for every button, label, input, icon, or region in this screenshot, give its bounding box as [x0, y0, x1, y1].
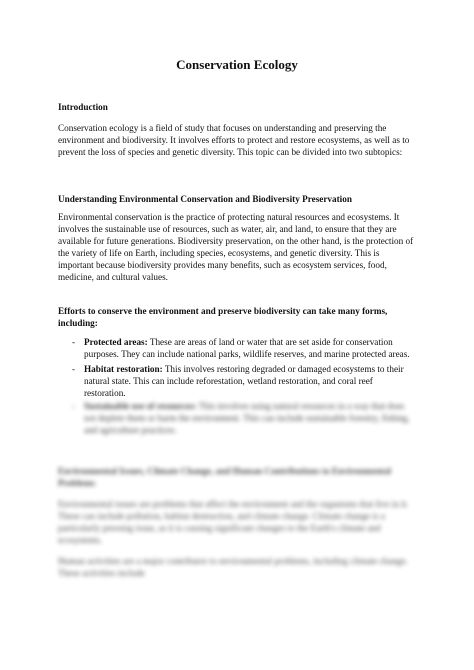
- list-item-text: This involves restoring degraded or damaged ecosystems to their natural state. This can include reforestation, wetland restoration, and coral reef restoration.: [84, 364, 404, 397]
- human-contributions-paragraph: Human activities are a major contributor to environmental problems, including climate change. These activities include: [58, 556, 408, 578]
- efforts-heading: Efforts to conserve the environment and preserve biodiversity can take many forms, including:: [58, 306, 388, 328]
- environmental-issues-section: [58, 465, 416, 579]
- list-item-label: Habitat restoration:: [84, 364, 163, 374]
- environmental-issues-paragraph: Environmental issues are problems that affect the environment and the organisms that live in it. These can include pollution, habitat destruction, and climate change. Climate change is a particularly pressing issue, as it is causing significant changes to the Earth's climate and ecosystems.: [58, 499, 409, 545]
- list-dash: -: [72, 401, 76, 411]
- list-item-label: Protected areas:: [84, 337, 148, 347]
- understanding-section: [58, 193, 416, 283]
- list-item-habitat-restoration: [58, 363, 416, 397]
- list-dash: -: [72, 337, 76, 347]
- intro-heading: Introduction: [58, 102, 108, 112]
- environmental-issues-heading: Environmental Issues, Climate Change, and Human Contributions to Environmental Problems: [58, 466, 392, 488]
- intro-section: [58, 101, 416, 158]
- list-item-text: These are areas of land or water that are set aside for conservation purposes. They can include national parks, wildlife reserves, and marine protected areas.: [84, 337, 410, 359]
- list-item-protected-areas: [58, 336, 416, 360]
- list-dash: -: [72, 364, 76, 374]
- efforts-section: [58, 305, 416, 439]
- intro-paragraph: Conservation ecology is a field of study that focuses on understanding and preserving the environment and biodiversity. It involves efforts to protect and restore ecosystems, as well as to prevent the loss of species and genetic diversity. This topic can be divided into two subtopics:: [58, 123, 410, 157]
- list-item-text: This involves using natural resources in a way that does not deplete them or harm the environment. This can include sustainable forestry, fishing, and agriculture practices.: [84, 401, 410, 435]
- understanding-paragraph: Environmental conservation is the practice of protecting natural resources and ecosystems. It involves the sustainable use of resources, such as water, air, and land, to ensure that they are available for future generations. Biodiversity preservation, on the other hand, is the protection of the variety of life on Earth, including species, ecosystems, and genetic diversity. This is important because biodiversity provides many benefits, such as ecosystem services, food, medicine, and cultural values.: [58, 212, 414, 282]
- document-title: Conservation Ecology: [176, 57, 298, 72]
- efforts-list: [58, 336, 416, 436]
- list-item-sustainable-use: [58, 400, 416, 436]
- understanding-heading: Understanding Environmental Conservation and Biodiversity Preservation: [58, 194, 352, 204]
- list-item-label: Sustainable use of resources:: [84, 401, 197, 411]
